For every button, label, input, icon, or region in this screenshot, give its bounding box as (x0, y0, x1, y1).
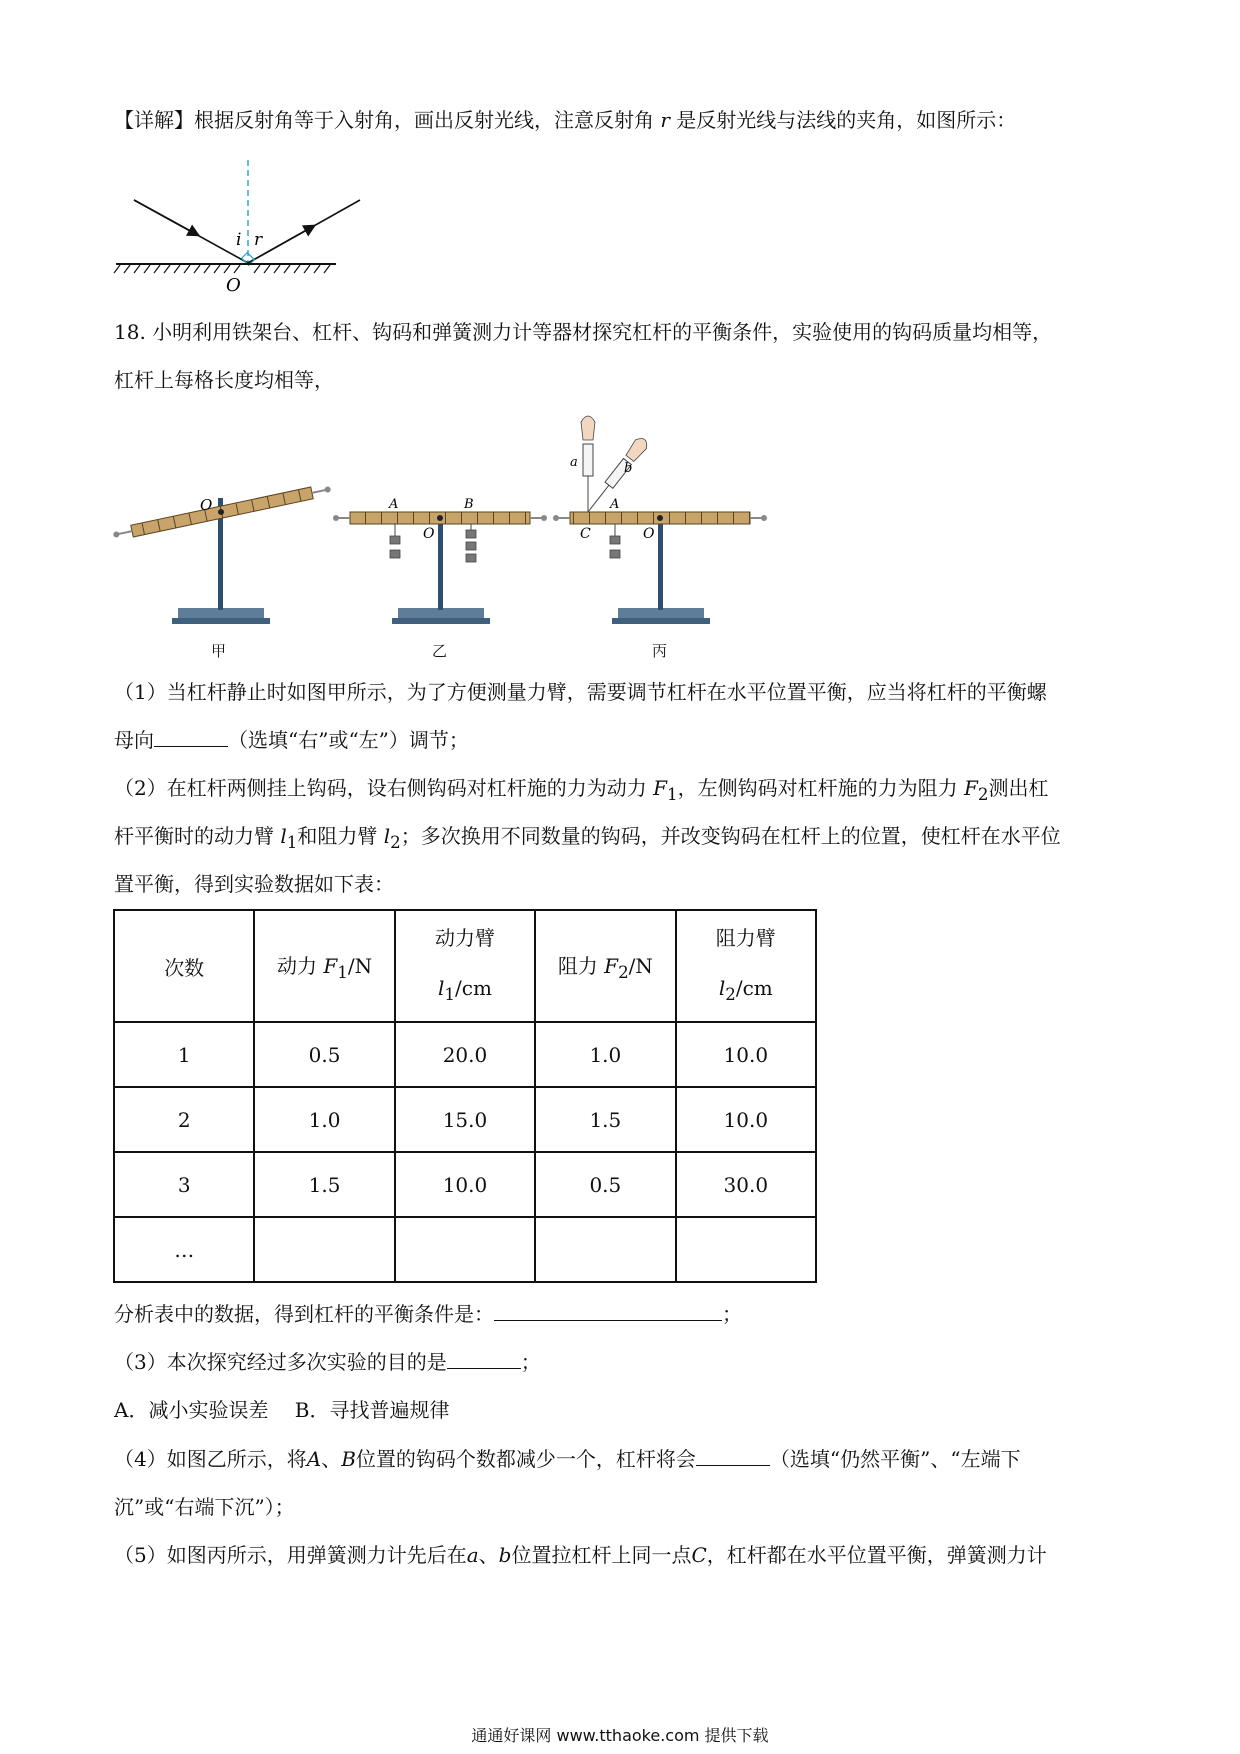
var-C: C (691, 1543, 707, 1567)
table-cell: 15.0 (395, 1087, 535, 1152)
table-cell: 10.0 (395, 1152, 535, 1217)
label-O: O (226, 275, 241, 296)
caption-yi: 乙 (432, 642, 448, 660)
sub-l2: 2 (390, 833, 401, 852)
part2-text-a: （2）在杠杆两侧挂上钩码，设右侧钩码对杠杆施的力为动力 (114, 776, 654, 800)
detail-heading: 【详解】 (114, 108, 194, 132)
table-cell: 1.0 (535, 1022, 675, 1087)
table-cell: 1.0 (254, 1087, 394, 1152)
part5-text-c: 位置拉杠杆上同一点 (511, 1543, 692, 1567)
var-A: A (306, 1447, 322, 1471)
var-F1: F (653, 776, 667, 800)
q18-line1: 18. 小明利用铁架台、杠杆、钩码和弹簧测力计等器材探究杠杆的平衡条件，实验使用的钩码质量均相等， (114, 320, 1053, 344)
var-a: a (466, 1543, 479, 1567)
header-l2: 阻力臂 $l_2/cm$ (676, 910, 816, 1022)
bing-label-A: A (610, 497, 620, 512)
answer-blank-3[interactable] (447, 1348, 521, 1369)
detail-r: r (660, 108, 670, 132)
bing-label-C: C (580, 526, 591, 542)
mirror-hatching (114, 265, 330, 273)
part5-line1 (114, 1541, 1047, 1569)
table-cell: 2 (114, 1087, 254, 1152)
part4-text-b: 、 (321, 1447, 342, 1471)
table-cell: 0.5 (254, 1022, 394, 1087)
part3-end: ； (520, 1350, 541, 1374)
part5-text-d: ，杠杆都在水平位置平衡，弹簧测力计 (706, 1543, 1047, 1567)
table-cell: 1.5 (254, 1152, 394, 1217)
var-l2: l (383, 824, 391, 848)
table-row (114, 1152, 816, 1217)
table-cell (676, 1217, 816, 1282)
var-B: B (341, 1447, 356, 1471)
part1-line1: （1）当杠杆静止时如图甲所示，为了方便测量力臂，需要调节杠杆在水平位置平衡，应当将杠杆的平衡螺 (114, 680, 1047, 704)
caption-bing: 丙 (652, 642, 668, 660)
answer-blank-2[interactable] (494, 1300, 722, 1321)
part3-line (114, 1348, 541, 1376)
table-cell: 3 (114, 1152, 254, 1217)
table-row (114, 1022, 816, 1087)
var-l1: l (280, 824, 287, 848)
q18-line2: 杠杆上每格长度均相等， (114, 368, 334, 392)
table-cell: 30.0 (676, 1152, 816, 1217)
analysis-line (114, 1300, 742, 1328)
figure-yi (333, 497, 547, 624)
page-footer: 通通好课网 www.tthaoke.com 提供下载 (471, 1726, 769, 1745)
yi-label-O: O (423, 526, 435, 542)
part4-text-a: （4）如图乙所示，将 (114, 1447, 307, 1471)
header-count: 次数 (114, 910, 254, 1022)
part2-line1 (114, 774, 1048, 809)
bing-label-O: O (643, 526, 655, 542)
sub-l1: 1 (286, 833, 298, 852)
part2-text-f: ；多次换用不同数量的钩码，并改变钩码在杠杆上的位置，使杠杆在水平位 (400, 824, 1061, 848)
part1-line2 (114, 726, 469, 754)
part1-line2-post: （选填“右”或“左”）调节； (228, 728, 469, 752)
part2-line2 (114, 822, 1061, 857)
detail-text: 根据反射角等于入射角，画出反射光线，注意反射角 (194, 108, 654, 132)
table-cell: 10.0 (676, 1087, 816, 1152)
answer-blank-1[interactable] (154, 726, 228, 747)
part4-line1 (114, 1445, 1021, 1473)
part5-text-a: （5）如图丙所示，用弹簧测力计先后在 (114, 1543, 467, 1567)
sub-1: 1 (666, 785, 678, 804)
table-cell (395, 1217, 535, 1282)
table-header-row (114, 910, 816, 1022)
yi-label-A: A (389, 497, 399, 512)
lever-figures (110, 408, 780, 658)
part2-text-c: 测出杠 (988, 776, 1049, 800)
part2-text-d: 杆平衡时的动力臂 (114, 824, 281, 848)
table-cell (535, 1217, 675, 1282)
yi-label-B: B (464, 497, 474, 512)
part2-text-e: 和阻力臂 (297, 824, 384, 848)
label-r: r (254, 230, 263, 250)
sub-2: 2 (977, 785, 989, 804)
header-f2: 阻力 $F_2/N$ (535, 910, 675, 1022)
jia-label-O: O (200, 496, 213, 514)
var-b: b (498, 1543, 512, 1567)
part2-text-b: ，左侧钩码对杠杆施的力为阻力 (677, 776, 964, 800)
bing-label-b: b (624, 461, 633, 476)
var-F2: F (963, 776, 978, 800)
detail-text-post: 是反射光线与法线的夹角，如图所示： (676, 108, 1017, 132)
table-cell: 1.5 (535, 1087, 675, 1152)
figure-bing (553, 416, 767, 624)
header-l1: 动力臂 $l_1/cm$ (395, 910, 535, 1022)
reflection-diagram (110, 155, 350, 295)
part2-line3: 置平衡，得到实验数据如下表： (114, 872, 394, 896)
header-f1: 动力 $F_1/N$ (254, 910, 394, 1022)
analysis-end: ； (722, 1302, 742, 1326)
part4-text-c: 位置的钩码个数都减少一个，杠杆将会 (355, 1447, 696, 1471)
part5-text-b: 、 (478, 1543, 499, 1567)
part1-line2-pre: 母向 (114, 728, 154, 752)
table-row (114, 1217, 816, 1282)
table-cell: 1 (114, 1022, 254, 1087)
part3-options: A．减小实验误差 B．寻找普遍规律 (114, 1398, 450, 1422)
analysis-text: 分析表中的数据，得到杠杆的平衡条件是： (114, 1302, 494, 1326)
part3-text: （3）本次探究经过多次实验的目的是 (114, 1350, 447, 1374)
caption-jia: 甲 (211, 642, 227, 660)
label-i: i (236, 230, 242, 250)
answer-blank-4[interactable] (696, 1445, 770, 1466)
table-cell: 0.5 (535, 1152, 675, 1217)
data-table (113, 909, 817, 1283)
table-cell: 10.0 (676, 1022, 816, 1087)
table-cell: … (114, 1217, 254, 1282)
figure-jia (112, 483, 332, 624)
part4-line2: 沉”或“右端下沉”）； (114, 1495, 295, 1519)
table-cell (254, 1217, 394, 1282)
table-cell: 20.0 (395, 1022, 535, 1087)
table-row (114, 1087, 816, 1152)
bing-label-a: a (570, 455, 578, 470)
detail-line (114, 106, 1016, 134)
part4-text-d: （选填“仍然平衡”、“左端下 (769, 1447, 1021, 1471)
